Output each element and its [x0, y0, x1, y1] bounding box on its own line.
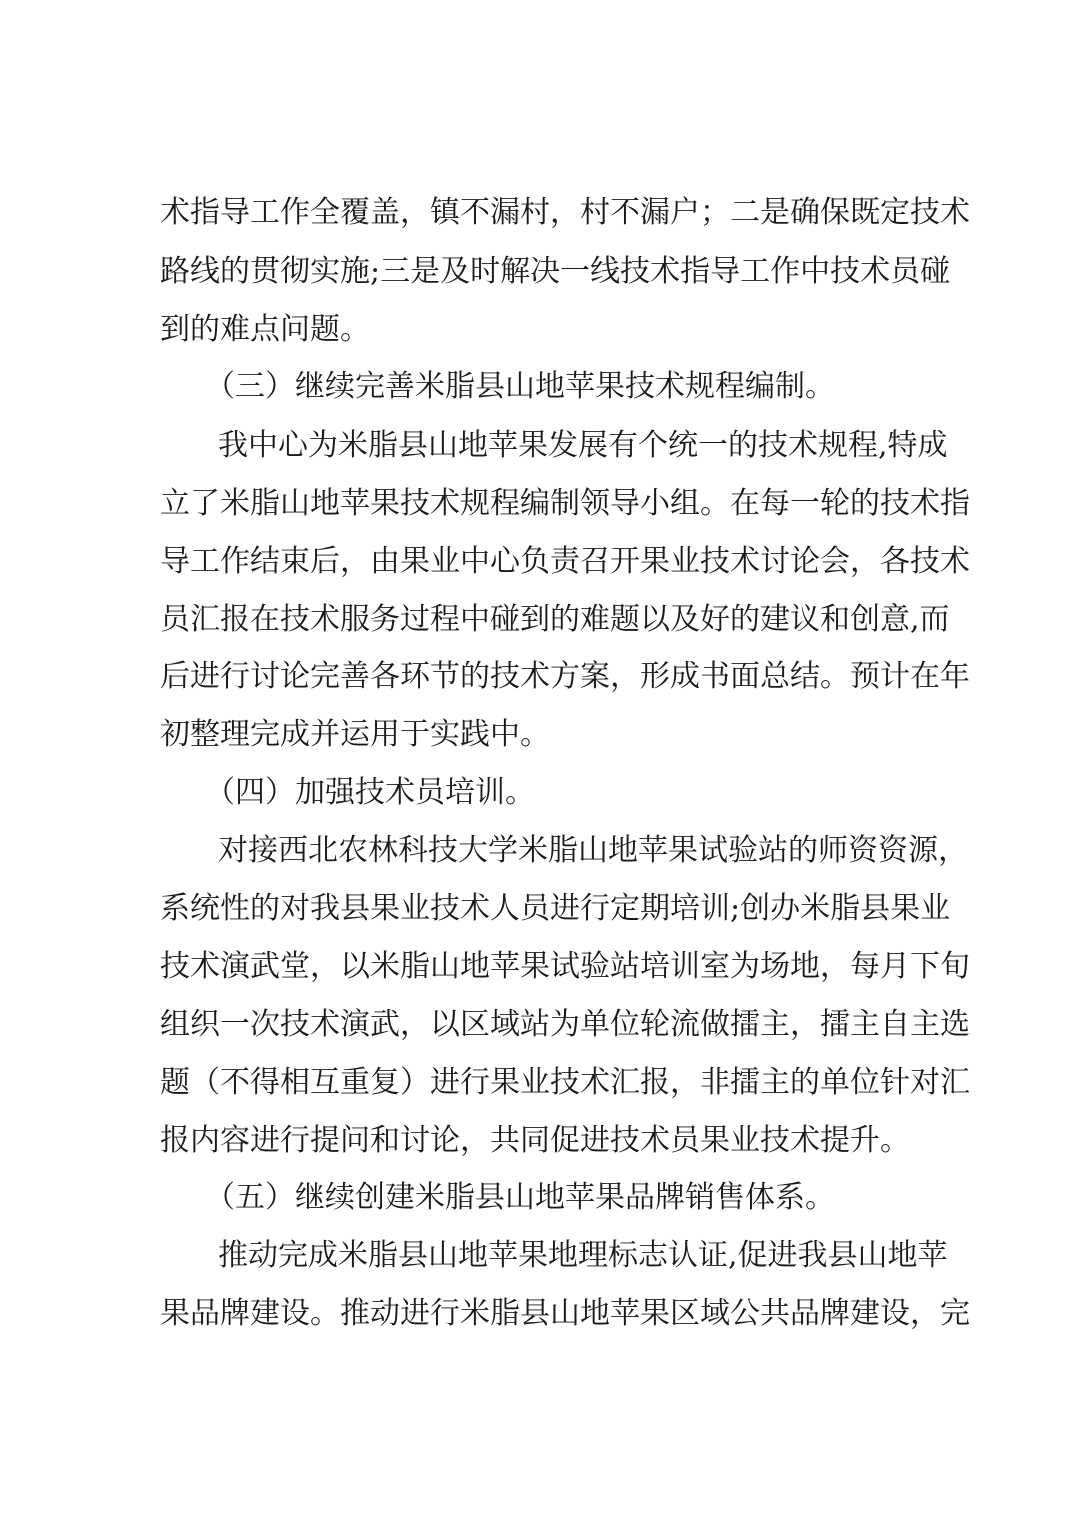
paragraph-line: 路线的贯彻实施;三是及时解决一线技术指导工作中技术员碰	[160, 254, 951, 289]
paragraph-line: 技术演武堂，以米脂山地苹果试验站培训室为场地，每月下旬	[160, 949, 970, 984]
paragraph-line: 我中心为米脂县山地苹果发展有个统一的技术规程,特成	[218, 428, 948, 463]
section-heading: （三）继续完善米脂县山地苹果技术规程编制。	[205, 369, 835, 404]
paragraph-line: 立了米脂山地苹果技术规程编制领导小组。在每一轮的技术指	[160, 486, 970, 521]
paragraph-line: 导工作结束后，由果业中心负责召开果业技术讨论会，各技术	[160, 544, 970, 579]
paragraph-line: 组织一次技术演武，以区域站为单位轮流做擂主，擂主自主选	[160, 1007, 970, 1042]
paragraph-line: 后进行讨论完善各环节的技术方案，形成书面总结。预计在年	[160, 659, 970, 694]
paragraph-line: 系统性的对我县果业技术人员进行定期培训;创办米脂县果业	[160, 891, 951, 926]
section-heading: （五）继续创建米脂县山地苹果品牌销售体系。	[205, 1180, 835, 1215]
paragraph-line: 推动完成米脂县山地苹果地理标志认证,促进我县山地苹	[218, 1238, 948, 1273]
paragraph-line: 员汇报在技术服务过程中碰到的难题以及好的建议和创意,而	[160, 602, 950, 637]
paragraph-line: 术指导工作全覆盖，镇不漏村，村不漏户；二是确保既定技术	[160, 195, 970, 230]
paragraph-line: 对接西北农林科技大学米脂山地苹果试验站的师资资源，	[218, 833, 968, 868]
paragraph-line: 到的难点问题。	[160, 312, 370, 347]
section-heading: （四）加强技术员培训。	[205, 775, 535, 810]
paragraph-line: 题（不得相互重复）进行果业技术汇报，非擂主的单位针对汇	[160, 1065, 970, 1100]
paragraph-line: 初整理完成并运用于实践中。	[160, 717, 550, 752]
paragraph-line: 报内容进行提问和讨论，共同促进技术员果业技术提升。	[160, 1123, 910, 1158]
paragraph-line: 果品牌建设。推动进行米脂县山地苹果区域公共品牌建设，完	[160, 1296, 970, 1331]
